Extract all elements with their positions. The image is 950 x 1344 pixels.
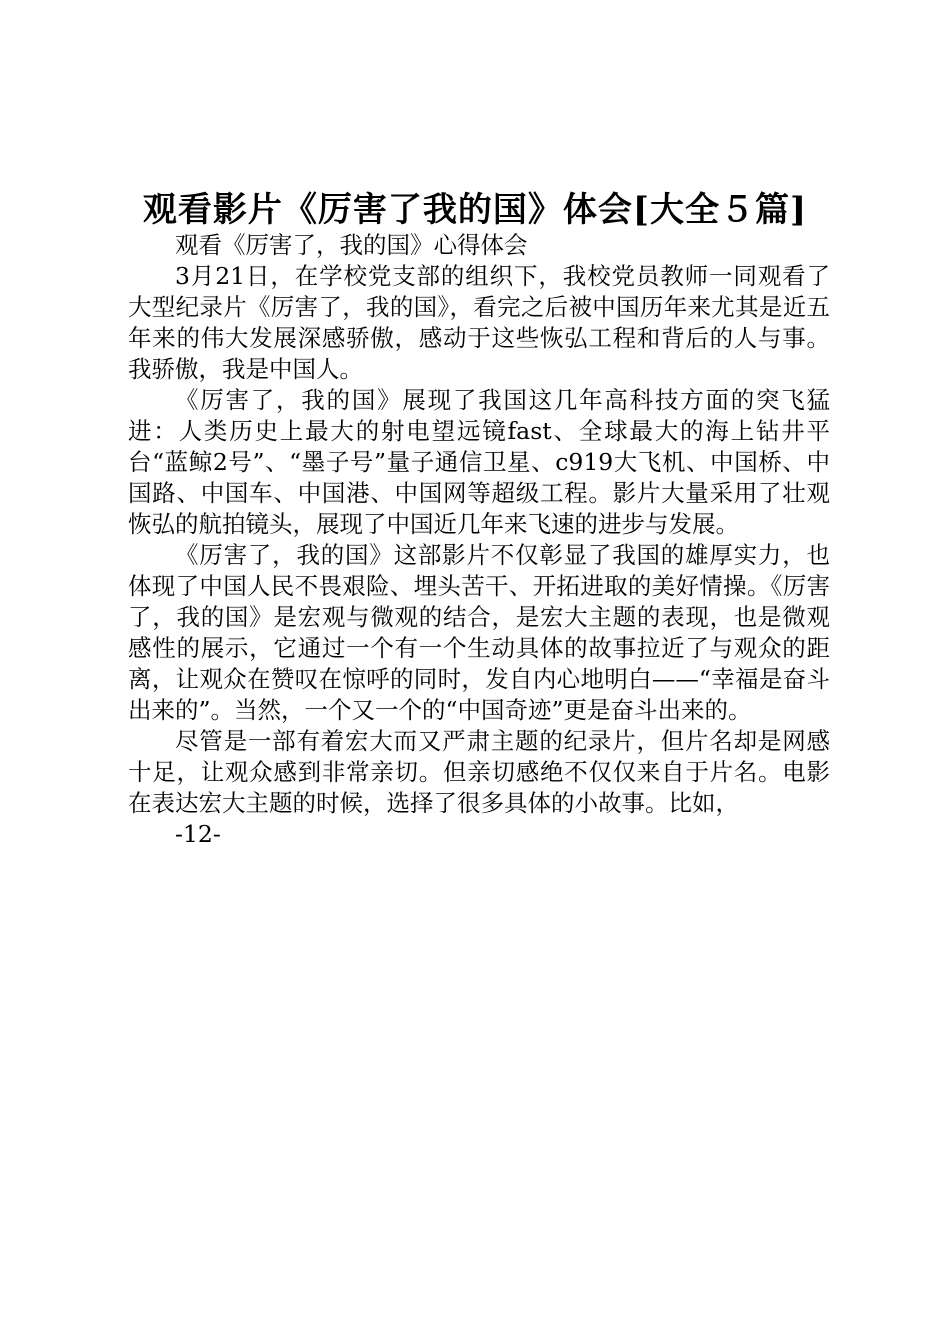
paragraph-3: 《厉害了，我的国》这部影片不仅彰显了我国的雄厚实力，也体现了中国人民不畏艰险、埋头苦干、开拓进取的美好情操。《厉害了，我的国》是宏观与微观的结合，是宏大主题的表现，也是微观感性的展示，它通过一个有一个生动具体的故事拉近了与观众的距离，让观众在赞叹在惊呼的同时，发自内心地明白——“幸福是奋斗出来的”。当然，一个又一个的“中国奇迹”更是奋斗出来的。 [128,541,830,724]
page-number: -12- [175,820,221,848]
paragraph-2: 《厉害了，我的国》展现了我国这几年高科技方面的突飞猛进：人类历史上最大的射电望远镜fast、全球最大的海上钻井平台“蓝鲸2号”、“墨子号”量子通信卫星、c919大飞机、中国桥、中国路、中国车、中国港、中国网等超级工程。影片大量采用了壮观恢弘的航拍镜头，展现了中国近几年来飞速的进步与发展。 [128,386,830,538]
document-subtitle: 观看《厉害了，我的国》心得体会 [175,231,528,259]
document-body [128,230,830,850]
paragraph-1: 3月21日，在学校党支部的组织下，我校党员教师一同观看了大型纪录片《厉害了，我的国》，看完之后被中国历年来尤其是近五年来的伟大发展深感骄傲，感动于这些恢弘工程和背后的人与事。我骄傲，我是中国人。 [128,262,830,383]
document-title: 观看影片《厉害了我的国》体会[大全５篇] [142,190,808,230]
paragraph-4: 尽管是一部有着宏大而又严肃主题的纪录片，但片名却是网感十足，让观众感到非常亲切。但亲切感绝不仅仅来自于片名。电影在表达宏大主题的时候，选择了很多具体的小故事。比如， [128,727,830,817]
